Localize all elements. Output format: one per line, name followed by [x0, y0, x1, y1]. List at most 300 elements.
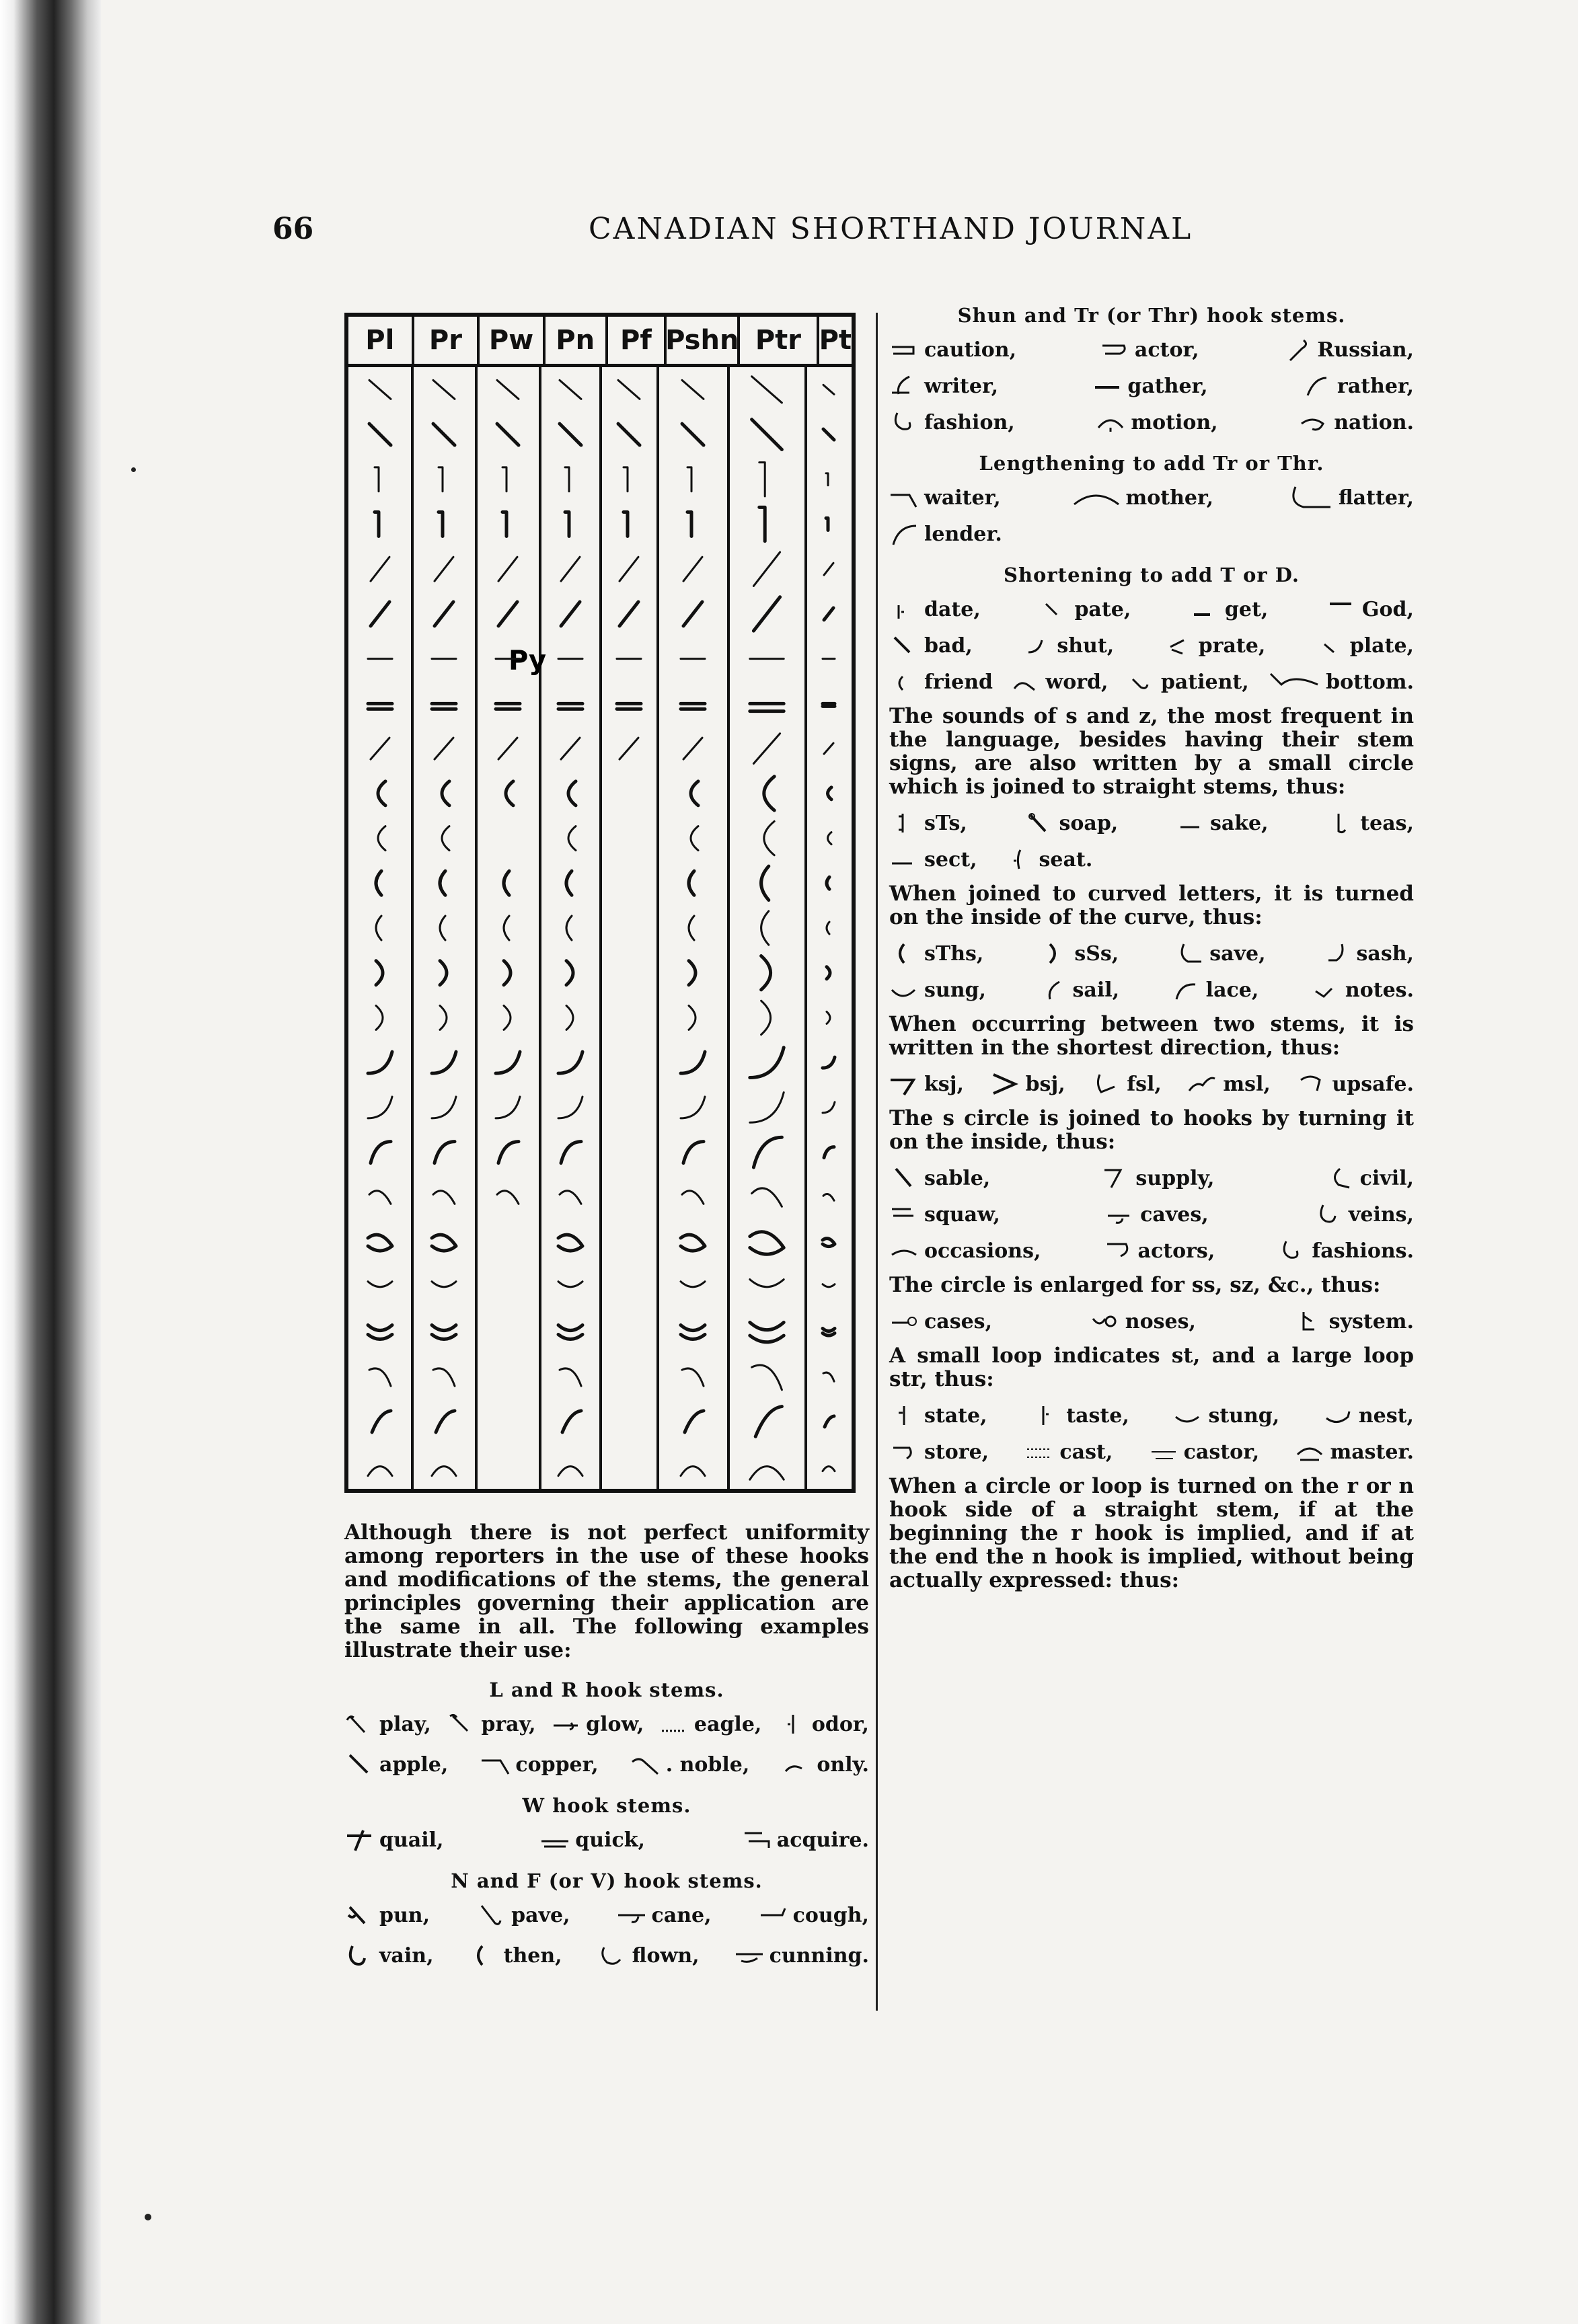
shorthand-stroke [823, 1372, 834, 1381]
shorthand-stroke [681, 1282, 705, 1287]
shorthand-icon [446, 1711, 476, 1738]
shorthand-icon [631, 1751, 661, 1778]
shorthand-icon [476, 1902, 506, 1929]
example: fsl, [1092, 1071, 1162, 1097]
shorthand-stroke [823, 1239, 835, 1247]
shorthand-icon [889, 1165, 919, 1192]
shorthand-stroke [753, 597, 780, 631]
shorthand-stroke [496, 1052, 520, 1073]
shorthand-icon [889, 846, 919, 873]
example: sash, [1322, 940, 1414, 967]
shorthand-stroke [558, 1467, 583, 1476]
shorthand-stroke [753, 734, 780, 764]
shorthand-stroke [750, 1467, 784, 1480]
shorthand-icon [1174, 940, 1204, 967]
example: eagle, [659, 1711, 761, 1738]
chart-strokes-svg [348, 367, 852, 1489]
shorthand-icon [1100, 336, 1129, 363]
shorthand-stroke [618, 380, 640, 399]
shorthand-stroke [502, 512, 506, 537]
shorthand-stroke [368, 1282, 392, 1287]
example: lender. [889, 520, 1002, 547]
shorthand-stroke [502, 467, 506, 492]
shorthand-icon [889, 484, 919, 511]
example: pave, [476, 1902, 570, 1929]
shorthand-stroke [372, 1411, 391, 1432]
shorthand-stroke [561, 557, 580, 581]
example: cane, [617, 1902, 712, 1929]
scan-speck [145, 2214, 151, 2220]
example: cough, [758, 1902, 869, 1929]
shorthand-icon [551, 1711, 580, 1738]
shorthand-icon [889, 1237, 919, 1264]
shorthand-stroke [376, 961, 383, 985]
example: play, [344, 1711, 431, 1738]
shorthand-icon [1100, 1165, 1130, 1192]
intro-paragraph: Although there is not perfect uniformity among reporters in the use of these hooks and modifications of the stems, the general principles governing their application are the same in all. The following examples illustrate their use: [344, 1520, 869, 1662]
shorthand-icon [344, 1902, 374, 1929]
shorthand-stroke [432, 1235, 456, 1251]
shorthand-icon [344, 1826, 374, 1853]
example: ksj, [889, 1071, 964, 1097]
shorthand-icon [1175, 810, 1205, 837]
shorthand-icon [1190, 596, 1219, 623]
shorthand-stroke [435, 602, 453, 626]
shorthand-icon [1294, 1308, 1324, 1335]
example: civil, [1325, 1165, 1414, 1192]
shorthand-stroke [764, 777, 774, 810]
shorthand-stroke [617, 703, 641, 709]
shorthand-stroke [558, 1235, 583, 1251]
shorthand-icon [1295, 1438, 1324, 1465]
shorthand-stroke [827, 967, 830, 979]
example: upsafe. [1297, 1071, 1414, 1097]
example: sable, [889, 1165, 990, 1192]
shorthand-stroke [435, 1142, 455, 1163]
shorthand-icon [659, 1711, 689, 1738]
shorthand-stroke [683, 557, 702, 581]
shorthand-stroke [369, 424, 391, 445]
heading-shun-hook: Shun and Tr (or Thr) hook stems. [957, 304, 1346, 327]
shorthand-icon [1105, 1201, 1135, 1228]
shorthand-icon [782, 1751, 811, 1778]
shorthand-stroke [498, 557, 517, 581]
shorthand-stroke [432, 1325, 456, 1339]
example: system. [1294, 1308, 1414, 1335]
shorthand-stroke [681, 1097, 705, 1118]
heading-shortening: Shortening to add T or D. [1004, 564, 1300, 586]
shorthand-icon [1031, 1402, 1061, 1429]
example: rather, [1302, 373, 1414, 399]
example: actor, [1100, 336, 1199, 363]
shorthand-icon [1092, 373, 1122, 399]
book-spine-shadow [0, 0, 101, 2324]
example: store, [889, 1438, 989, 1465]
shorthand-stroke [689, 1005, 696, 1030]
shorthand-stroke [504, 961, 511, 985]
shorthand-stroke [689, 871, 694, 895]
shorthand-stroke [823, 1102, 835, 1113]
shorthand-stroke [618, 424, 640, 445]
shorthand-stroke [558, 703, 583, 709]
example: bsj, [991, 1071, 1065, 1097]
shorthand-icon [1171, 976, 1201, 1003]
shorthand-icon [777, 1711, 806, 1738]
paragraph-hooks: The s circle is joined to hooks by turning it on the inside, thus: [889, 1106, 1414, 1154]
shorthand-stroke [497, 424, 519, 445]
shorthand-icon [889, 409, 919, 436]
shorthand-icon [1092, 1071, 1121, 1097]
example: vain, [344, 1942, 434, 1969]
shorthand-icon [889, 1201, 919, 1228]
shorthand-icon [889, 520, 919, 547]
shorthand-icon [1024, 1438, 1054, 1465]
shorthand-icon [1267, 668, 1320, 695]
running-head: CANADIAN SHORTHAND JOURNAL [589, 212, 1193, 246]
shorthand-stroke [369, 1368, 391, 1386]
shorthand-icon [1103, 1237, 1133, 1264]
shorthand-icon [344, 1711, 374, 1738]
shorthand-stroke [824, 1147, 834, 1158]
shorthand-stroke [827, 1011, 830, 1023]
shorthand-stroke [759, 463, 765, 496]
col-header-pshn: Pshn [667, 317, 740, 364]
shorthand-icon [889, 596, 919, 623]
example: writer, [889, 373, 998, 399]
shorthand-stroke [560, 1191, 581, 1204]
col-header-ptr: Ptr [740, 317, 819, 364]
shorthand-stroke [759, 507, 765, 541]
py-label: Py [509, 645, 547, 676]
shorthand-icon [1286, 484, 1333, 511]
lr-examples-1 [344, 1711, 869, 1738]
shorthand-stroke [568, 826, 576, 851]
example: patient, [1126, 668, 1249, 695]
shorthand-stroke [371, 602, 389, 626]
shorthand-stroke [681, 1235, 705, 1251]
example: quick, [540, 1826, 645, 1853]
example: plate, [1315, 632, 1414, 659]
example: shut, [1022, 632, 1114, 659]
example: sung, [889, 976, 986, 1003]
heading-lr-hook: L and R hook stems. [489, 1678, 724, 1701]
shorthand-stroke [561, 602, 580, 626]
chart-strokes [348, 367, 852, 1489]
example: fashions. [1277, 1237, 1414, 1264]
example: mother, [1073, 484, 1213, 511]
shorthand-icon [1314, 1201, 1343, 1228]
enlarged-examples [889, 1308, 1414, 1335]
shorthand-icon [1325, 1165, 1355, 1192]
shorthand-icon [889, 668, 919, 695]
shorthand-stroke [823, 385, 834, 394]
paragraph-enlarged: The circle is enlarged for ss, sz, &c., thus: [889, 1273, 1381, 1297]
lr-examples-2 [344, 1751, 869, 1778]
example: cast, [1024, 1438, 1113, 1465]
shorthand-stroke [752, 377, 782, 403]
shorthand-stroke [681, 1325, 705, 1339]
shorthand-stroke [376, 871, 381, 895]
shorthand-stroke [568, 781, 576, 806]
shorthand-stroke [432, 1097, 456, 1118]
shorthand-icon [1038, 976, 1067, 1003]
example: caution, [889, 336, 1016, 363]
shorthand-stroke [433, 1368, 455, 1386]
example: save, [1174, 940, 1265, 967]
page-number: 66 [272, 212, 314, 246]
shorthand-icon [1282, 336, 1312, 363]
example: glow, [551, 1711, 644, 1738]
shorthand-stroke [440, 916, 445, 940]
shorthand-stem-chart [344, 313, 856, 1493]
shorthand-stroke [498, 602, 517, 626]
lengthen-row-2 [889, 520, 1414, 547]
shun-row-1 [889, 336, 1414, 363]
shorthand-icon [1188, 1071, 1217, 1097]
right-column [889, 304, 1414, 1603]
shorthand-stroke [827, 877, 829, 889]
shorthand-icon [889, 373, 919, 399]
shorthand-stroke [750, 1048, 784, 1078]
shorthand-stroke [371, 738, 389, 759]
shorthand-stroke [496, 703, 520, 709]
shorthand-stroke [761, 866, 769, 900]
shorthand-stroke [561, 738, 580, 759]
shorthand-stroke [761, 1001, 771, 1034]
shorthand-stroke [435, 738, 453, 759]
nf-examples-2 [344, 1942, 869, 1969]
shorthand-icon [344, 1942, 374, 1969]
shorthand-stroke [619, 738, 638, 759]
shorthand-icon [1315, 632, 1345, 659]
example: flatter, [1286, 484, 1414, 511]
col-header-pw: Pw [480, 317, 546, 364]
example: sail, [1038, 976, 1120, 1003]
shorthand-stroke [682, 424, 704, 445]
shorthand-icon [1024, 810, 1053, 837]
example: bad, [889, 632, 973, 659]
shorthand-icon [1325, 810, 1355, 837]
shorthand-stroke [368, 703, 392, 709]
heading-w-hook: W hook stems. [522, 1794, 691, 1817]
example: soap, [1024, 810, 1118, 837]
shorthand-stroke [681, 703, 705, 709]
shorthand-stroke [750, 1322, 784, 1342]
shorthand-icon [1039, 940, 1069, 967]
shorthand-icon [597, 1942, 627, 1969]
shorthand-stroke [558, 1282, 583, 1287]
shorthand-stroke [440, 1005, 447, 1030]
shorthand-stroke [827, 922, 829, 934]
shorten-row-3 [889, 668, 1414, 695]
loop-examples-1 [889, 1402, 1414, 1429]
loop-examples-2 [889, 1438, 1414, 1465]
shorthand-stroke [560, 424, 581, 445]
shorthand-stroke [432, 703, 456, 709]
shorthand-stroke [368, 1052, 392, 1073]
shorthand-stroke [682, 380, 704, 399]
shorthand-stroke [764, 821, 774, 855]
nf-examples-1 [344, 1902, 869, 1929]
shorthand-icon [1173, 1402, 1203, 1429]
shorthand-stroke [432, 1282, 456, 1287]
shorthand-stroke [824, 563, 833, 575]
shorthand-icon [1039, 596, 1069, 623]
shorthand-icon [889, 1402, 919, 1429]
shorthand-stroke [752, 420, 782, 450]
shorthand-stroke [750, 1093, 784, 1123]
shorthand-icon [344, 1751, 374, 1778]
hook-examples-3 [889, 1237, 1414, 1264]
example: flown, [597, 1942, 700, 1969]
example: pray, [446, 1711, 535, 1738]
example: teas, [1325, 810, 1414, 837]
shorthand-stroke [823, 1467, 835, 1471]
example: bottom. [1267, 668, 1414, 695]
shorthand-stroke [497, 380, 519, 399]
example: Russian, [1282, 336, 1414, 363]
example: get, [1190, 596, 1268, 623]
shorthand-stroke [371, 557, 389, 581]
example: master. [1295, 1438, 1414, 1465]
shorthand-icon [1324, 1402, 1353, 1429]
shorten-row-1 [889, 596, 1414, 623]
shorthand-stroke [752, 1188, 782, 1206]
example: friend [889, 668, 993, 695]
shorthand-stroke [681, 1052, 705, 1073]
shorthand-icon [1327, 596, 1357, 623]
shorthand-stroke [433, 424, 455, 445]
shorthand-stroke [375, 512, 379, 537]
example: odor, [777, 1711, 869, 1738]
shorthand-stroke [566, 961, 573, 985]
example: apple, [344, 1751, 448, 1778]
shorthand-stroke [823, 1057, 835, 1068]
shorthand-stroke [691, 826, 698, 851]
paragraph-curved: When joined to curved letters, it is turned on the inside of the curve, thus: [889, 882, 1414, 929]
shorthand-stroke [565, 512, 569, 537]
shorthand-stroke [375, 467, 379, 492]
shorthand-stroke [369, 1191, 391, 1204]
example: seat. [1004, 846, 1093, 873]
paragraph-final: When a circle or loop is turned on the r or n hook side of a straight stem, if at the beginning the r hook is implied, and if at the end the n hook is implied, without being actually expressed: thus: [889, 1474, 1414, 1592]
shorthand-stroke [368, 1097, 392, 1118]
column-divider [876, 313, 878, 2011]
shorthand-stroke [432, 1052, 456, 1073]
curved-examples-1 [889, 940, 1414, 967]
shorthand-stroke [442, 826, 449, 851]
chart-header-row [348, 317, 852, 367]
shorthand-stroke [369, 380, 391, 399]
example: word, [1010, 668, 1108, 695]
example: stung, [1173, 1402, 1279, 1429]
shorthand-icon [1126, 668, 1156, 695]
shorthand-stroke [565, 467, 569, 492]
shorthand-stroke [439, 467, 443, 492]
shorthand-stroke [823, 429, 834, 440]
example: occasions, [889, 1237, 1041, 1264]
shorthand-stroke [682, 1368, 704, 1386]
shorthand-icon [540, 1826, 570, 1853]
heading-lengthening: Lengthening to add Tr or Thr. [979, 452, 1324, 475]
lengthen-row-1 [889, 484, 1414, 511]
shun-row-3 [889, 409, 1414, 436]
shorthand-icon [1010, 668, 1040, 695]
shorthand-icon [889, 940, 919, 967]
shorthand-stroke [440, 961, 447, 985]
shorthand-icon [889, 632, 919, 659]
shorthand-stroke [687, 467, 691, 492]
s-examples-2 [889, 846, 1414, 873]
paragraph-loop: A small loop indicates st, and a large loop str, thus: [889, 1344, 1414, 1391]
hook-examples-1 [889, 1165, 1414, 1192]
shorthand-stroke [826, 473, 828, 486]
col-header-pn: Pn [546, 317, 608, 364]
shorthand-stroke [497, 1191, 519, 1204]
shorthand-stroke [682, 1191, 704, 1204]
shorthand-stroke [561, 1142, 581, 1163]
example: sThs, [889, 940, 983, 967]
example: then, [469, 1942, 562, 1969]
shorthand-stroke [442, 781, 449, 806]
shorthand-stroke [687, 512, 691, 537]
example: supply, [1100, 1165, 1214, 1192]
shorthand-stroke [504, 871, 509, 895]
example: date, [889, 596, 981, 623]
shorthand-stroke [683, 602, 702, 626]
shorthand-stroke [828, 787, 832, 800]
example: pun, [344, 1902, 430, 1929]
w-examples [344, 1826, 869, 1853]
example: sect, [889, 846, 977, 873]
shorthand-stroke [750, 703, 784, 711]
left-column [344, 1521, 869, 1982]
shorthand-stroke [498, 738, 517, 759]
example: state, [889, 1402, 987, 1429]
example: caves, [1105, 1201, 1209, 1228]
example: noses, [1090, 1308, 1196, 1335]
shorthand-stroke [750, 1280, 784, 1287]
shorthand-stroke [753, 552, 780, 586]
example: only. [782, 1751, 869, 1778]
shorthand-icon [1149, 1438, 1178, 1465]
shorthand-icon [1277, 1237, 1306, 1264]
shorthand-stroke [433, 380, 455, 399]
shorthand-icon [889, 810, 919, 837]
shorthand-stroke [566, 916, 572, 940]
shorthand-stroke [823, 1284, 835, 1287]
shorthand-stroke [504, 916, 509, 940]
shorthand-stroke [824, 608, 833, 620]
shorthand-icon [1022, 632, 1051, 659]
example: God, [1327, 596, 1414, 623]
shorthand-stroke [368, 1467, 392, 1476]
hook-examples-2 [889, 1201, 1414, 1228]
shorthand-stroke [823, 1328, 835, 1335]
shorthand-stroke [558, 1052, 583, 1073]
shorthand-icon [1073, 484, 1120, 511]
example: notes. [1310, 976, 1414, 1003]
shorthand-icon [1302, 373, 1332, 399]
shorthand-stroke [824, 743, 833, 754]
shorthand-stroke [439, 512, 443, 537]
example: cases, [889, 1308, 992, 1335]
shorthand-stroke [378, 781, 385, 806]
shorthand-icon [889, 336, 919, 363]
shorthand-stroke [560, 380, 581, 399]
shorthand-stroke [681, 1467, 705, 1476]
example: copper, [480, 1751, 598, 1778]
